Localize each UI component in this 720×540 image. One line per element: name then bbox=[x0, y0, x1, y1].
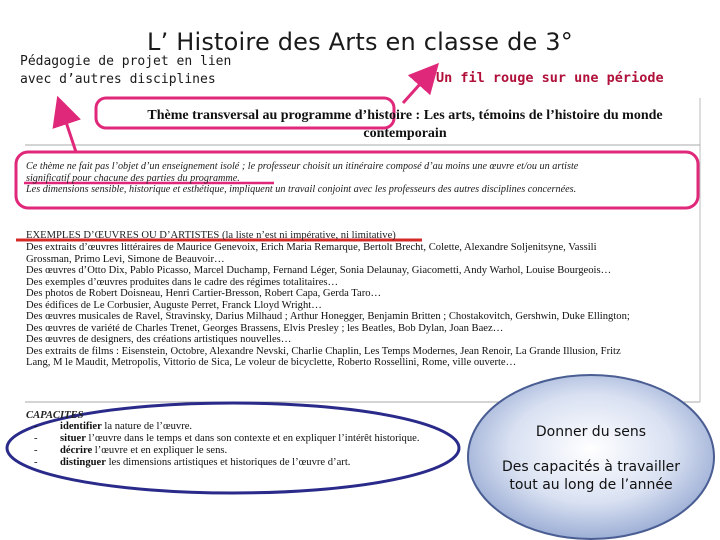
capacity-verb: décrire bbox=[60, 445, 93, 456]
callout-line-1: Donner du sens bbox=[535, 424, 647, 440]
left-note-line-1: Pédagogie de projet en lien bbox=[20, 54, 232, 69]
capacities-list bbox=[34, 421, 420, 469]
capacity-dash: - bbox=[34, 433, 38, 444]
capacity-dash: - bbox=[34, 457, 38, 468]
left-annotation-note bbox=[20, 53, 260, 89]
capacity-text: les dimensions artistiques et historiques de l’œuvre d’art. bbox=[105, 457, 351, 468]
examples-heading: EXEMPLES D’ŒUVRES OU D’ARTISTES (la liste n’est ni impérative, ni limitative) bbox=[26, 230, 396, 241]
page-title: L’ Histoire des Arts en classe de 3° bbox=[147, 28, 573, 56]
callout-text bbox=[480, 418, 702, 494]
capacity-verb: identifier bbox=[60, 421, 102, 432]
capacity-item bbox=[34, 457, 420, 469]
capacity-dash: - bbox=[34, 445, 38, 456]
examples-list bbox=[26, 242, 701, 369]
capacity-verb: distinguer bbox=[60, 457, 106, 468]
theme-line-2: contemporain bbox=[363, 126, 447, 141]
intro-line-3: Les dimensions sensible, historique et esthétique, impliquent un travail conjoint avec les professeurs des autres disciplines concernées. bbox=[26, 184, 577, 195]
left-note-line-2: avec d’autres disciplines bbox=[20, 72, 216, 87]
example-line: Des extraits de films : Eisenstein, Octobre, Alexandre Nevski, Charlie Chaplin, Les Temps Modernes, Jean Renoir, La Grande Illusion, Fritz bbox=[26, 345, 621, 357]
example-line: Des œuvres d’Otto Dix, Pablo Picasso, Marcel Duchamp, Fernand Léger, Sonia Delaunay, Giacometti, Andy Warhol, Louise Bourgeois… bbox=[26, 265, 612, 276]
example-line: Des œuvres de variété de Charles Trenet, Georges Brassens, Elvis Presley ; les Beatles, Bob Dylan, Joan Baez… bbox=[26, 322, 504, 334]
intro-line-2: significatif pour chacune des parties du programme. bbox=[26, 172, 240, 184]
example-line: Des œuvres musicales de Ravel, Stravinsky, Darius Milhaud ; Arthur Honegger, Benjamin Britten ; Chostakovitch, Gershwin, Duke Ellington; bbox=[26, 311, 630, 322]
example-line: Des exemples d’œuvres produites dans le cadre des régimes totalitaires… bbox=[26, 276, 339, 288]
capacity-dash: - bbox=[34, 421, 38, 432]
capacity-verb: situer bbox=[60, 433, 86, 444]
theme-heading bbox=[110, 107, 700, 143]
arrow-to-right-note bbox=[403, 74, 429, 103]
capacity-item bbox=[34, 421, 420, 433]
intro-line-1: Ce thème ne fait pas l’objet d’un enseignement isolé ; le professeur choisit un itinéraire composé d’au moins une œuvre et/ou un artiste bbox=[26, 161, 579, 172]
callout-line-2: Des capacités à travailler bbox=[501, 459, 681, 475]
capacity-text: l’œuvre et en expliquer le sens. bbox=[92, 445, 228, 456]
capacity-item bbox=[34, 433, 420, 445]
theme-introduction bbox=[26, 161, 698, 196]
example-line: Des photos de Robert Doisneau, Henri Cartier-Bresson, Robert Capa, Gerda Taro… bbox=[26, 288, 382, 299]
capacity-item bbox=[34, 445, 420, 457]
example-line: Lang, M le Maudit, Metropolis, Vittorio de Sica, Le voleur de bicyclette, Roberto Rossellini, Rome, ville ouverte… bbox=[26, 357, 517, 368]
example-line: Des œuvres de designers, des créations artistiques nouvelles… bbox=[26, 334, 292, 345]
callout-line-3: tout au long de l’année bbox=[509, 477, 673, 493]
example-line: Des extraits d’œuvres littéraires de Maurice Genevoix, Erich Maria Remarque, Bertolt Brecht, Colette, Alexandre Soljenitsyne, Vassili bbox=[26, 242, 597, 253]
capacity-text: l’œuvre dans le temps et dans son contexte et en expliquer l’intérêt historique. bbox=[85, 433, 420, 444]
capacities-heading: CAPACITES bbox=[26, 410, 84, 421]
example-line: Grossman, Primo Levi, Simone de Beauvoir… bbox=[26, 253, 225, 265]
arrow-to-left-note bbox=[62, 110, 76, 152]
capacity-text: la nature de l’œuvre. bbox=[101, 421, 193, 432]
right-annotation-note: Un fil rouge sur une période bbox=[436, 70, 664, 86]
example-line: Des édifices de Le Corbusier, Auguste Perret, Franck Lloyd Wright… bbox=[26, 299, 322, 311]
theme-line-1: Thème transversal au programme d’histoire : Les arts, témoins de l’histoire du monde bbox=[147, 108, 663, 123]
